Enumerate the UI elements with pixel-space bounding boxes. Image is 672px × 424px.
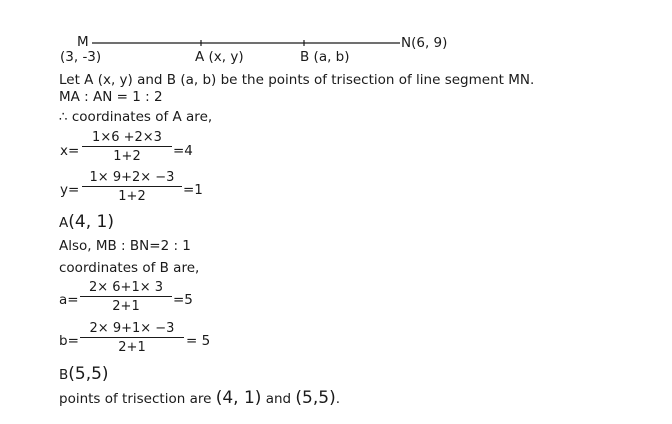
coords-b-line: coordinates of B are, (59, 260, 200, 276)
b-fraction-bar (80, 337, 184, 338)
x-fraction (82, 130, 172, 164)
conclusion-point-2: (5,5) (295, 388, 336, 408)
y-lhs: y= (60, 182, 80, 198)
label-b: B (a, b) (300, 49, 350, 65)
conclusion-text: points of trisection are (59, 391, 212, 407)
point-a-value: (4, 1) (68, 212, 114, 232)
b-denominator: 2+1 (118, 340, 146, 355)
b-rhs: = 5 (186, 333, 211, 349)
label-n: N(6, 9) (401, 35, 448, 51)
conclusion-line (59, 390, 340, 407)
x-numerator: 1×6 +2×3 (92, 130, 162, 145)
conclusion-period: . (335, 391, 341, 407)
point-a (59, 214, 114, 231)
x-lhs: x= (60, 143, 80, 159)
y-denominator: 1+2 (118, 189, 146, 204)
label-m: M (77, 34, 89, 50)
a-denominator: 2+1 (112, 299, 140, 314)
ratio-a-line: MA : AN = 1 : 2 (59, 89, 163, 105)
x-rhs: =4 (173, 143, 193, 159)
a-fraction (80, 280, 172, 314)
b-numerator: 2× 9+1× −3 (89, 321, 175, 336)
y-rhs: =1 (183, 182, 203, 198)
intro-line: Let A (x, y) and B (a, b) be the points of trisection of line segment MN. (59, 72, 535, 88)
x-denominator: 1+2 (113, 149, 141, 164)
point-b-value: (5,5) (68, 364, 109, 384)
point-b-name: B (59, 367, 69, 383)
a-fraction-bar (80, 296, 172, 297)
x-fraction-bar (82, 146, 172, 147)
label-a: A (x, y) (195, 49, 244, 65)
coord-m: (3, -3) (60, 49, 102, 65)
point-a-name: A (59, 215, 69, 231)
a-rhs: =5 (173, 292, 193, 308)
y-fraction-bar (82, 186, 182, 187)
y-numerator: 1× 9+2× −3 (89, 170, 175, 185)
conclusion-and: and (265, 391, 292, 407)
b-lhs: b= (59, 333, 79, 349)
coords-a-line: ∴ coordinates of A are, (59, 109, 213, 125)
b-fraction (80, 321, 184, 355)
a-numerator: 2× 6+1× 3 (88, 280, 164, 295)
point-b (59, 366, 109, 383)
a-lhs: a= (59, 292, 79, 308)
also-line: Also, MB : BN=2 : 1 (59, 238, 191, 254)
y-fraction (82, 170, 182, 204)
conclusion-point-1: (4, 1) (215, 388, 262, 408)
